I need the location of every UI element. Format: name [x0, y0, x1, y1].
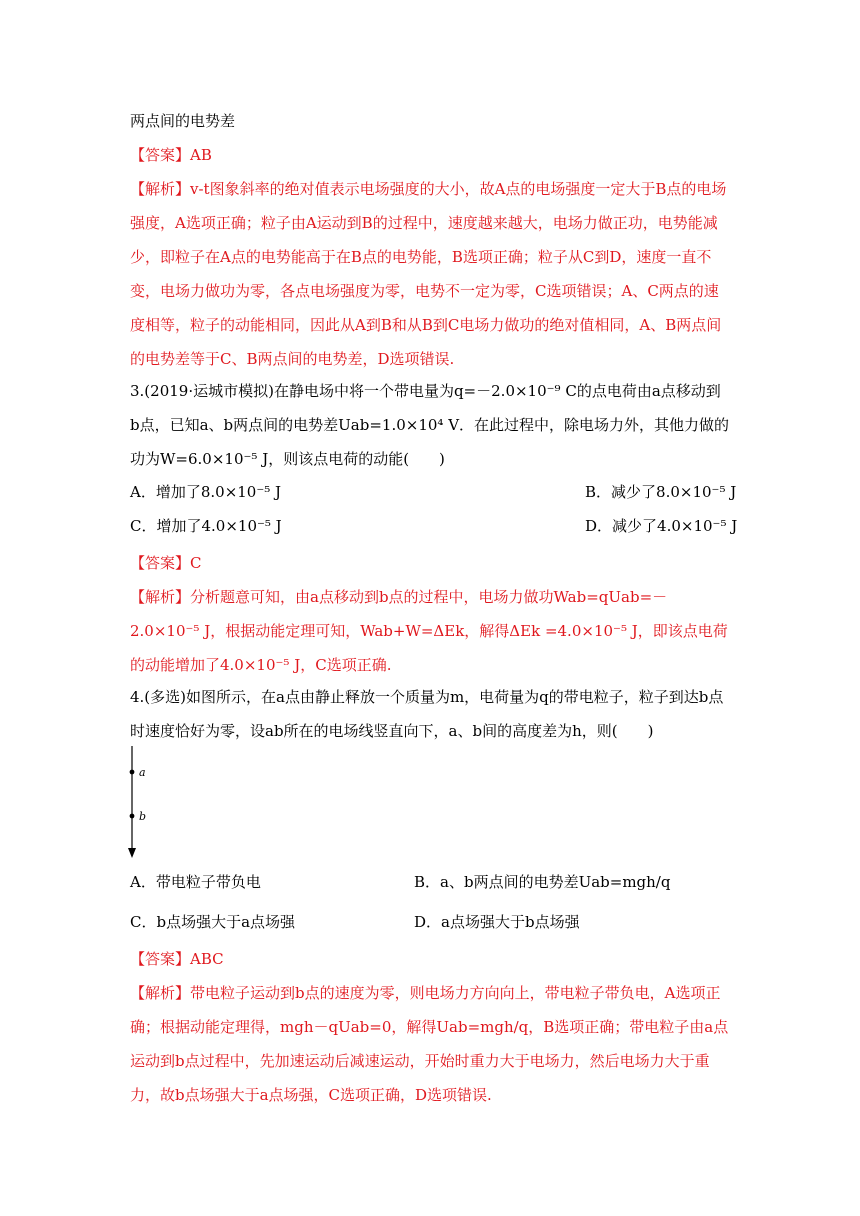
- arrow-down-icon: [128, 848, 136, 858]
- label-b: b: [139, 810, 147, 823]
- q3-option-d: D．减少了4.0×10⁻⁵ J: [585, 517, 738, 535]
- point-a: [130, 770, 135, 775]
- q3-option-b: B．减少了8.0×10⁻⁵ J: [585, 483, 737, 501]
- intro-line: 两点间的电势差: [130, 112, 236, 130]
- q3-explanation: 【解析】分析题意可知，由a点移动到b点的过程中，电场力做功Wab=qUab=－2.0×10⁻⁵ J，根据动能定理可知，Wab+W=ΔEk，解得ΔEk =4.0×10⁻⁵ J，即该点电荷的动能增加了4.0×10⁻⁵ J，C选项正确.: [130, 588, 728, 674]
- q3-option-c: C．增加了4.0×10⁻⁵ J: [130, 517, 282, 535]
- q2-explanation: 【解析】v-t图象斜率的绝对值表示电场强度的大小，故A点的电场强度一定大于B点的电场强度，A选项正确；粒子由A运动到B的过程中，速度越来越大，电场力做正功，电势能减少，即粒子在A点的电势能高于在B点的电势能，B选项正确；粒子从C到D，速度一直不变，电场力做功为零，各点电场强度为零，电势不一定为零，C选项错误；A、C两点的速度相等，粒子的动能相同，因此从A到B和从B到C电场力做功的绝对值相同，A、B两点间的电势差等于C、B两点间的电势差，D选项错误.: [130, 180, 727, 368]
- q4-option-b: B．a、b两点间的电势差Uab=mgh/q: [414, 873, 671, 891]
- point-b: [130, 814, 135, 819]
- q3-option-a: A．增加了8.0×10⁻⁵ J: [130, 483, 282, 501]
- q4-option-a: A．带电粒子带负电: [130, 873, 261, 891]
- q4-explanation: 【解析】带电粒子运动到b点的速度为零，则电场力方向向上，带电粒子带负电，A选项正确；根据动能定理得，mgh－qUab=0，解得Uab=mgh/q，B选项正确；带电粒子由a点运动到b点过程中，先加速运动后减速运动，开始时重力大于电场力，然后电场力大于重力，故b点场强大于a点场强，C选项正确，D选项错误.: [130, 984, 729, 1104]
- q4-question: 4.(多选)如图所示，在a点由静止释放一个质量为m，电荷量为q的带电粒子，粒子到达b点时速度恰好为零，设ab所在的电场线竖直向下，a、b间的高度差为h，则( ): [130, 688, 724, 740]
- q2-answer: 【答案】AB: [130, 146, 212, 164]
- q3-answer: 【答案】C: [130, 554, 202, 572]
- label-a: a: [139, 766, 146, 779]
- q4-answer: 【答案】ABC: [130, 950, 224, 968]
- q4-option-c: C．b点场强大于a点场强: [130, 913, 296, 931]
- q4-option-d: D．a点场强大于b点场强: [414, 913, 580, 931]
- q3-question: 3.(2019·运城市模拟)在静电场中将一个带电量为q=－2.0×10⁻⁹ C的点电荷由a点移动到b点，已知a、b两点间的电势差Uab=1.0×10⁴ V．在此过程中，除电场力外，其他力做的功为W=6.0×10⁻⁵ J，则该点电荷的动能( ): [130, 382, 730, 468]
- electric-field-line-figure: [120, 742, 180, 862]
